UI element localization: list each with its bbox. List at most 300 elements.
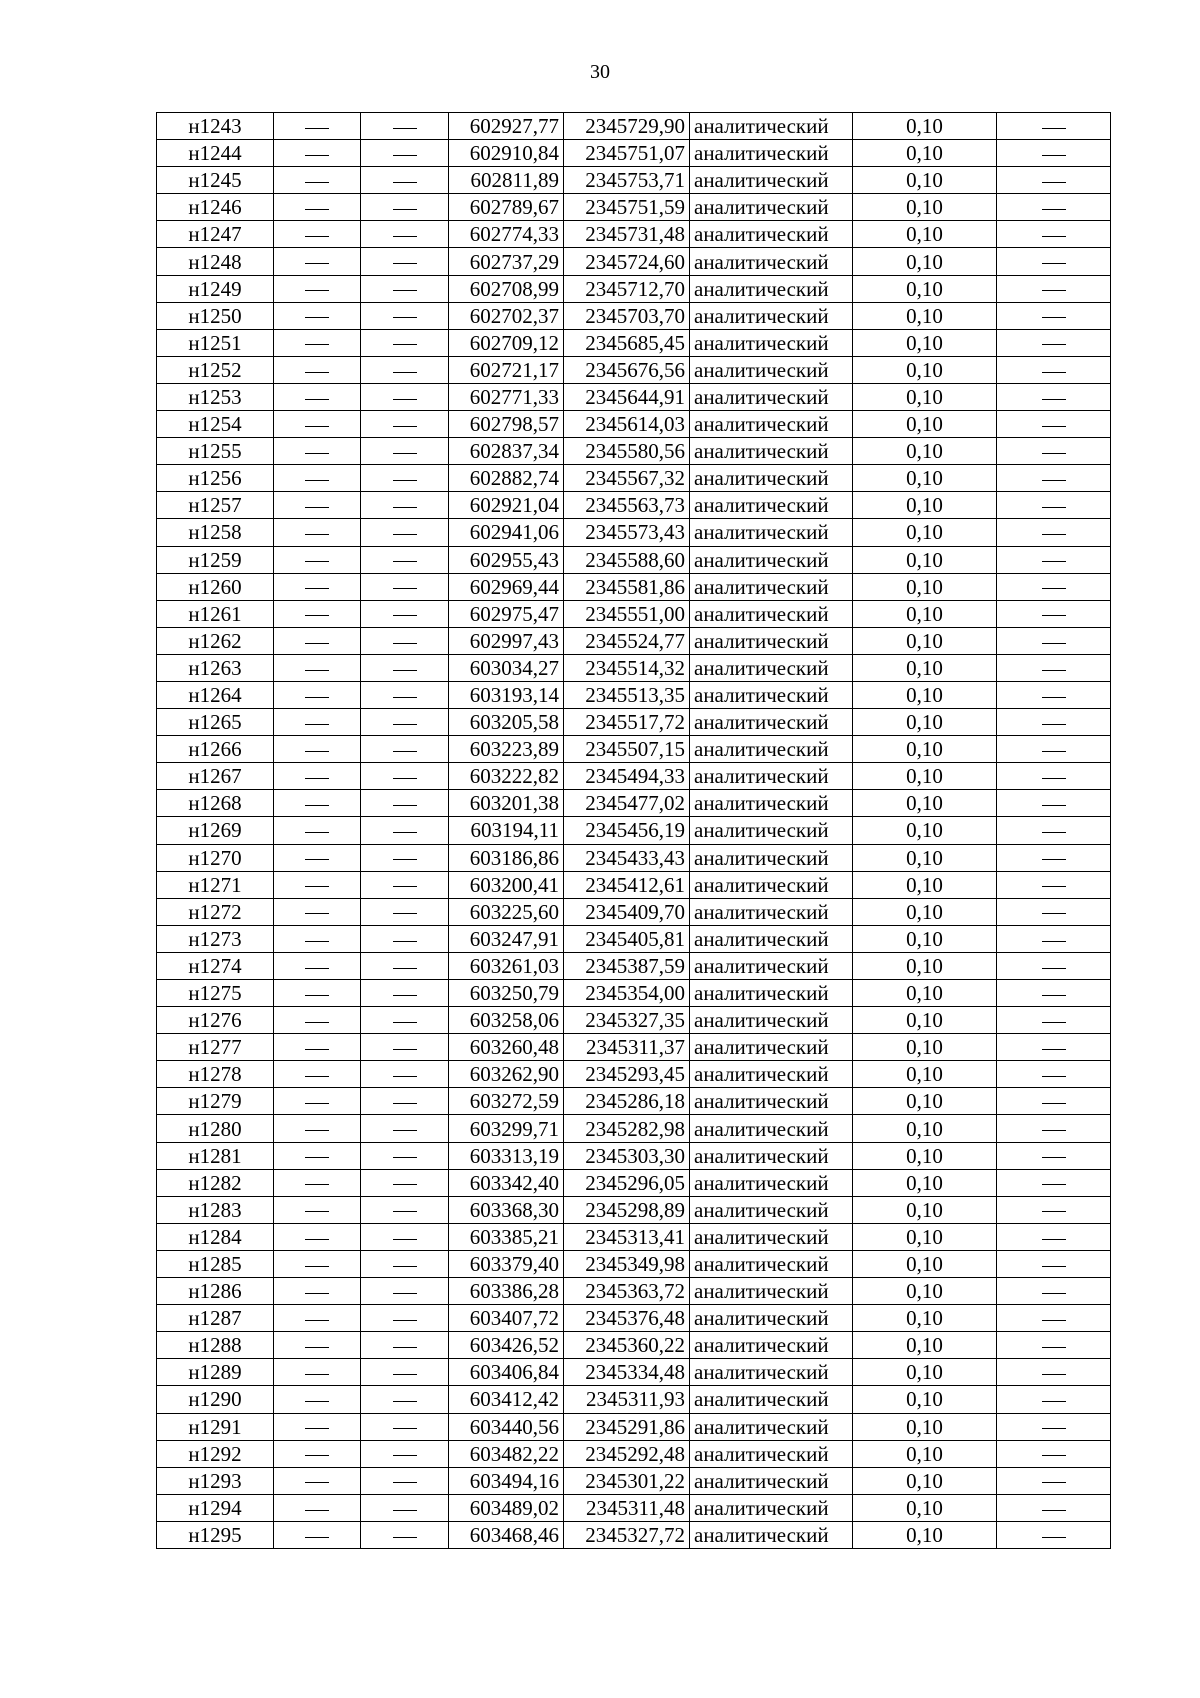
point-name-cell: н1271: [157, 871, 274, 898]
accuracy-cell: 0,10: [853, 1521, 997, 1548]
point-name-cell: н1287: [157, 1305, 274, 1332]
table-row: [157, 1494, 1111, 1521]
old-y-cell: [361, 1467, 449, 1494]
dash-mark: [1042, 128, 1066, 129]
point-name-cell: н1249: [157, 275, 274, 302]
dash-mark: [305, 643, 329, 644]
old-x-cell: [274, 573, 361, 600]
old-x-cell: [274, 1223, 361, 1250]
x-coordinate-cell: 602771,33: [449, 383, 564, 410]
old-x-cell: [274, 1115, 361, 1142]
description-cell: [997, 1088, 1111, 1115]
point-name-cell: н1244: [157, 140, 274, 167]
x-coordinate-cell: 603489,02: [449, 1494, 564, 1521]
accuracy-cell: 0,10: [853, 871, 997, 898]
dash-mark: [1042, 561, 1066, 562]
y-coordinate-cell: 2345729,90: [564, 113, 690, 140]
dash-mark: [1042, 588, 1066, 589]
dash-mark: [393, 1455, 417, 1456]
y-coordinate-cell: 2345676,56: [564, 356, 690, 383]
y-coordinate-cell: 2345349,98: [564, 1250, 690, 1277]
point-name-cell: н1257: [157, 492, 274, 519]
dash-mark: [1042, 372, 1066, 373]
point-name-cell: н1255: [157, 438, 274, 465]
accuracy-cell: 0,10: [853, 925, 997, 952]
y-coordinate-cell: 2345712,70: [564, 275, 690, 302]
dash-mark: [393, 1239, 417, 1240]
old-y-cell: [361, 1142, 449, 1169]
x-coordinate-cell: 602774,33: [449, 221, 564, 248]
x-coordinate-cell: 603482,22: [449, 1440, 564, 1467]
dash-mark: [305, 1428, 329, 1429]
dash-mark: [393, 1293, 417, 1294]
old-x-cell: [274, 1386, 361, 1413]
old-x-cell: [274, 546, 361, 573]
table-row: [157, 356, 1111, 383]
x-coordinate-cell: 603299,71: [449, 1115, 564, 1142]
point-name-cell: н1250: [157, 302, 274, 329]
table-row: [157, 1332, 1111, 1359]
dash-mark: [1042, 941, 1066, 942]
table-row: [157, 952, 1111, 979]
old-x-cell: [274, 1196, 361, 1223]
table-row: [157, 654, 1111, 681]
point-name-cell: н1265: [157, 709, 274, 736]
method-cell: аналитический: [690, 898, 853, 925]
method-cell: аналитический: [690, 654, 853, 681]
dash-mark: [393, 615, 417, 616]
point-name-cell: н1283: [157, 1196, 274, 1223]
y-coordinate-cell: 2345731,48: [564, 221, 690, 248]
accuracy-cell: 0,10: [853, 600, 997, 627]
dash-mark: [393, 1347, 417, 1348]
table-row: [157, 1278, 1111, 1305]
description-cell: [997, 1007, 1111, 1034]
old-x-cell: [274, 329, 361, 356]
accuracy-cell: 0,10: [853, 492, 997, 519]
dash-mark: [305, 1239, 329, 1240]
y-coordinate-cell: 2345567,32: [564, 465, 690, 492]
point-name-cell: н1260: [157, 573, 274, 600]
dash-mark: [393, 372, 417, 373]
accuracy-cell: 0,10: [853, 736, 997, 763]
old-y-cell: [361, 654, 449, 681]
method-cell: аналитический: [690, 681, 853, 708]
table-row: [157, 248, 1111, 275]
y-coordinate-cell: 2345724,60: [564, 248, 690, 275]
y-coordinate-cell: 2345298,89: [564, 1196, 690, 1223]
dash-mark: [1042, 832, 1066, 833]
point-name-cell: н1269: [157, 817, 274, 844]
dash-mark: [1042, 1510, 1066, 1511]
point-name-cell: н1284: [157, 1223, 274, 1250]
y-coordinate-cell: 2345514,32: [564, 654, 690, 681]
dash-mark: [1042, 263, 1066, 264]
x-coordinate-cell: 602721,17: [449, 356, 564, 383]
dash-mark: [1042, 1157, 1066, 1158]
description-cell: [997, 302, 1111, 329]
accuracy-cell: 0,10: [853, 546, 997, 573]
dash-mark: [393, 1022, 417, 1023]
old-x-cell: [274, 411, 361, 438]
table-row: [157, 113, 1111, 140]
dash-mark: [1042, 155, 1066, 156]
accuracy-cell: 0,10: [853, 1088, 997, 1115]
method-cell: аналитический: [690, 248, 853, 275]
old-y-cell: [361, 194, 449, 221]
old-y-cell: [361, 1088, 449, 1115]
old-x-cell: [274, 817, 361, 844]
dash-mark: [305, 317, 329, 318]
description-cell: [997, 1196, 1111, 1223]
dash-mark: [305, 209, 329, 210]
dash-mark: [305, 1022, 329, 1023]
dash-mark: [305, 778, 329, 779]
x-coordinate-cell: 602709,12: [449, 329, 564, 356]
dash-mark: [393, 426, 417, 427]
old-x-cell: [274, 1359, 361, 1386]
y-coordinate-cell: 2345311,48: [564, 1494, 690, 1521]
dash-mark: [393, 317, 417, 318]
accuracy-cell: 0,10: [853, 573, 997, 600]
old-y-cell: [361, 1250, 449, 1277]
y-coordinate-cell: 2345334,48: [564, 1359, 690, 1386]
table-row: [157, 871, 1111, 898]
old-y-cell: [361, 1305, 449, 1332]
x-coordinate-cell: 603272,59: [449, 1088, 564, 1115]
dash-mark: [305, 1537, 329, 1538]
dash-mark: [1042, 480, 1066, 481]
accuracy-cell: 0,10: [853, 817, 997, 844]
old-x-cell: [274, 1250, 361, 1277]
description-cell: [997, 492, 1111, 519]
dash-mark: [305, 995, 329, 996]
y-coordinate-cell: 2345494,33: [564, 763, 690, 790]
old-y-cell: [361, 1359, 449, 1386]
x-coordinate-cell: 602811,89: [449, 167, 564, 194]
table-row: [157, 438, 1111, 465]
old-y-cell: [361, 275, 449, 302]
table-row: [157, 167, 1111, 194]
method-cell: аналитический: [690, 1196, 853, 1223]
dash-mark: [1042, 236, 1066, 237]
description-cell: [997, 438, 1111, 465]
table-row: [157, 1440, 1111, 1467]
x-coordinate-cell: 602921,04: [449, 492, 564, 519]
description-cell: [997, 519, 1111, 546]
table-row: [157, 492, 1111, 519]
dash-mark: [1042, 643, 1066, 644]
old-y-cell: [361, 221, 449, 248]
y-coordinate-cell: 2345360,22: [564, 1332, 690, 1359]
table-row: [157, 302, 1111, 329]
x-coordinate-cell: 603368,30: [449, 1196, 564, 1223]
accuracy-cell: 0,10: [853, 1115, 997, 1142]
table-row: [157, 546, 1111, 573]
dash-mark: [305, 859, 329, 860]
method-cell: аналитический: [690, 438, 853, 465]
accuracy-cell: 0,10: [853, 221, 997, 248]
description-cell: [997, 113, 1111, 140]
description-cell: [997, 1034, 1111, 1061]
table-row: [157, 329, 1111, 356]
method-cell: аналитический: [690, 790, 853, 817]
old-x-cell: [274, 519, 361, 546]
x-coordinate-cell: 603313,19: [449, 1142, 564, 1169]
dash-mark: [1042, 751, 1066, 752]
method-cell: аналитический: [690, 980, 853, 1007]
old-y-cell: [361, 763, 449, 790]
dash-mark: [1042, 995, 1066, 996]
y-coordinate-cell: 2345753,71: [564, 167, 690, 194]
method-cell: аналитический: [690, 925, 853, 952]
dash-mark: [305, 751, 329, 752]
point-name-cell: н1276: [157, 1007, 274, 1034]
table-row: [157, 1467, 1111, 1494]
method-cell: аналитический: [690, 1034, 853, 1061]
dash-mark: [305, 561, 329, 562]
dash-mark: [1042, 1482, 1066, 1483]
accuracy-cell: 0,10: [853, 383, 997, 410]
x-coordinate-cell: 603260,48: [449, 1034, 564, 1061]
old-x-cell: [274, 709, 361, 736]
old-x-cell: [274, 600, 361, 627]
dash-mark: [393, 1482, 417, 1483]
dash-mark: [393, 751, 417, 752]
y-coordinate-cell: 2345311,93: [564, 1386, 690, 1413]
method-cell: аналитический: [690, 763, 853, 790]
table-row: [157, 140, 1111, 167]
old-x-cell: [274, 302, 361, 329]
y-coordinate-cell: 2345751,07: [564, 140, 690, 167]
x-coordinate-cell: 602941,06: [449, 519, 564, 546]
old-x-cell: [274, 194, 361, 221]
description-cell: [997, 1278, 1111, 1305]
dash-mark: [305, 1320, 329, 1321]
accuracy-cell: 0,10: [853, 1386, 997, 1413]
x-coordinate-cell: 602969,44: [449, 573, 564, 600]
x-coordinate-cell: 602997,43: [449, 627, 564, 654]
dash-mark: [305, 1266, 329, 1267]
old-x-cell: [274, 1494, 361, 1521]
accuracy-cell: 0,10: [853, 1142, 997, 1169]
y-coordinate-cell: 2345313,41: [564, 1223, 690, 1250]
table-row: [157, 1007, 1111, 1034]
accuracy-cell: 0,10: [853, 113, 997, 140]
description-cell: [997, 140, 1111, 167]
accuracy-cell: 0,10: [853, 952, 997, 979]
method-cell: аналитический: [690, 302, 853, 329]
y-coordinate-cell: 2345363,72: [564, 1278, 690, 1305]
method-cell: аналитический: [690, 600, 853, 627]
description-cell: [997, 1386, 1111, 1413]
description-cell: [997, 709, 1111, 736]
point-name-cell: н1288: [157, 1332, 274, 1359]
point-name-cell: н1282: [157, 1169, 274, 1196]
old-x-cell: [274, 1467, 361, 1494]
method-cell: аналитический: [690, 1061, 853, 1088]
x-coordinate-cell: 603262,90: [449, 1061, 564, 1088]
dash-mark: [1042, 1076, 1066, 1077]
old-x-cell: [274, 980, 361, 1007]
y-coordinate-cell: 2345703,70: [564, 302, 690, 329]
dash-mark: [393, 588, 417, 589]
dash-mark: [393, 1401, 417, 1402]
x-coordinate-cell: 603222,82: [449, 763, 564, 790]
dash-mark: [305, 426, 329, 427]
dash-mark: [393, 1320, 417, 1321]
accuracy-cell: 0,10: [853, 1359, 997, 1386]
old-x-cell: [274, 113, 361, 140]
point-name-cell: н1262: [157, 627, 274, 654]
method-cell: аналитический: [690, 329, 853, 356]
dash-mark: [393, 670, 417, 671]
old-x-cell: [274, 871, 361, 898]
point-name-cell: н1270: [157, 844, 274, 871]
dash-mark: [393, 534, 417, 535]
old-x-cell: [274, 221, 361, 248]
point-name-cell: н1277: [157, 1034, 274, 1061]
method-cell: аналитический: [690, 113, 853, 140]
dash-mark: [393, 1537, 417, 1538]
dash-mark: [1042, 778, 1066, 779]
old-x-cell: [274, 167, 361, 194]
old-y-cell: [361, 871, 449, 898]
old-x-cell: [274, 1332, 361, 1359]
dash-mark: [1042, 615, 1066, 616]
x-coordinate-cell: 603250,79: [449, 980, 564, 1007]
old-x-cell: [274, 1521, 361, 1548]
description-cell: [997, 1169, 1111, 1196]
x-coordinate-cell: 603223,89: [449, 736, 564, 763]
dash-mark: [305, 805, 329, 806]
table-row: [157, 681, 1111, 708]
table-row: [157, 1386, 1111, 1413]
table-row: [157, 1359, 1111, 1386]
point-name-cell: н1279: [157, 1088, 274, 1115]
accuracy-cell: 0,10: [853, 1034, 997, 1061]
dash-mark: [1042, 182, 1066, 183]
old-x-cell: [274, 492, 361, 519]
dash-mark: [393, 995, 417, 996]
y-coordinate-cell: 2345581,86: [564, 573, 690, 600]
accuracy-cell: 0,10: [853, 356, 997, 383]
point-name-cell: н1243: [157, 113, 274, 140]
dash-mark: [305, 968, 329, 969]
y-coordinate-cell: 2345354,00: [564, 980, 690, 1007]
point-name-cell: н1245: [157, 167, 274, 194]
y-coordinate-cell: 2345405,81: [564, 925, 690, 952]
method-cell: аналитический: [690, 1494, 853, 1521]
dash-mark: [305, 1130, 329, 1131]
old-x-cell: [274, 465, 361, 492]
old-y-cell: [361, 844, 449, 871]
table-row: [157, 925, 1111, 952]
description-cell: [997, 898, 1111, 925]
dash-mark: [305, 1455, 329, 1456]
dash-mark: [305, 588, 329, 589]
table-row: [157, 1196, 1111, 1223]
dash-mark: [393, 399, 417, 400]
x-coordinate-cell: 603385,21: [449, 1223, 564, 1250]
accuracy-cell: 0,10: [853, 1332, 997, 1359]
y-coordinate-cell: 2345580,56: [564, 438, 690, 465]
x-coordinate-cell: 603406,84: [449, 1359, 564, 1386]
method-cell: аналитический: [690, 411, 853, 438]
x-coordinate-cell: 603200,41: [449, 871, 564, 898]
accuracy-cell: 0,10: [853, 248, 997, 275]
old-y-cell: [361, 980, 449, 1007]
point-name-cell: н1248: [157, 248, 274, 275]
dash-mark: [393, 1103, 417, 1104]
dash-mark: [305, 1482, 329, 1483]
accuracy-cell: 0,10: [853, 275, 997, 302]
old-y-cell: [361, 817, 449, 844]
old-x-cell: [274, 1007, 361, 1034]
dash-mark: [1042, 534, 1066, 535]
dash-mark: [305, 724, 329, 725]
y-coordinate-cell: 2345293,45: [564, 1061, 690, 1088]
description-cell: [997, 1440, 1111, 1467]
description-cell: [997, 627, 1111, 654]
dash-mark: [393, 968, 417, 969]
y-coordinate-cell: 2345456,19: [564, 817, 690, 844]
accuracy-cell: 0,10: [853, 627, 997, 654]
old-y-cell: [361, 600, 449, 627]
description-cell: [997, 654, 1111, 681]
method-cell: аналитический: [690, 1440, 853, 1467]
dash-mark: [305, 1157, 329, 1158]
x-coordinate-cell: 602882,74: [449, 465, 564, 492]
old-y-cell: [361, 329, 449, 356]
table-row: [157, 980, 1111, 1007]
dash-mark: [393, 1374, 417, 1375]
dash-mark: [305, 182, 329, 183]
x-coordinate-cell: 603426,52: [449, 1332, 564, 1359]
old-y-cell: [361, 898, 449, 925]
dash-mark: [393, 1266, 417, 1267]
x-coordinate-cell: 603258,06: [449, 1007, 564, 1034]
description-cell: [997, 1359, 1111, 1386]
dash-mark: [305, 236, 329, 237]
old-x-cell: [274, 681, 361, 708]
point-name-cell: н1290: [157, 1386, 274, 1413]
accuracy-cell: 0,10: [853, 1305, 997, 1332]
dash-mark: [305, 941, 329, 942]
dash-mark: [1042, 1266, 1066, 1267]
y-coordinate-cell: 2345311,37: [564, 1034, 690, 1061]
dash-mark: [393, 1130, 417, 1131]
old-y-cell: [361, 411, 449, 438]
point-name-cell: н1274: [157, 952, 274, 979]
dash-mark: [1042, 426, 1066, 427]
method-cell: аналитический: [690, 140, 853, 167]
dash-mark: [1042, 1320, 1066, 1321]
old-y-cell: [361, 681, 449, 708]
table-row: [157, 465, 1111, 492]
old-x-cell: [274, 952, 361, 979]
x-coordinate-cell: 603407,72: [449, 1305, 564, 1332]
method-cell: аналитический: [690, 871, 853, 898]
method-cell: аналитический: [690, 383, 853, 410]
point-name-cell: н1268: [157, 790, 274, 817]
accuracy-cell: 0,10: [853, 709, 997, 736]
accuracy-cell: 0,10: [853, 140, 997, 167]
method-cell: аналитический: [690, 844, 853, 871]
dash-mark: [393, 886, 417, 887]
old-y-cell: [361, 709, 449, 736]
dash-mark: [305, 1401, 329, 1402]
